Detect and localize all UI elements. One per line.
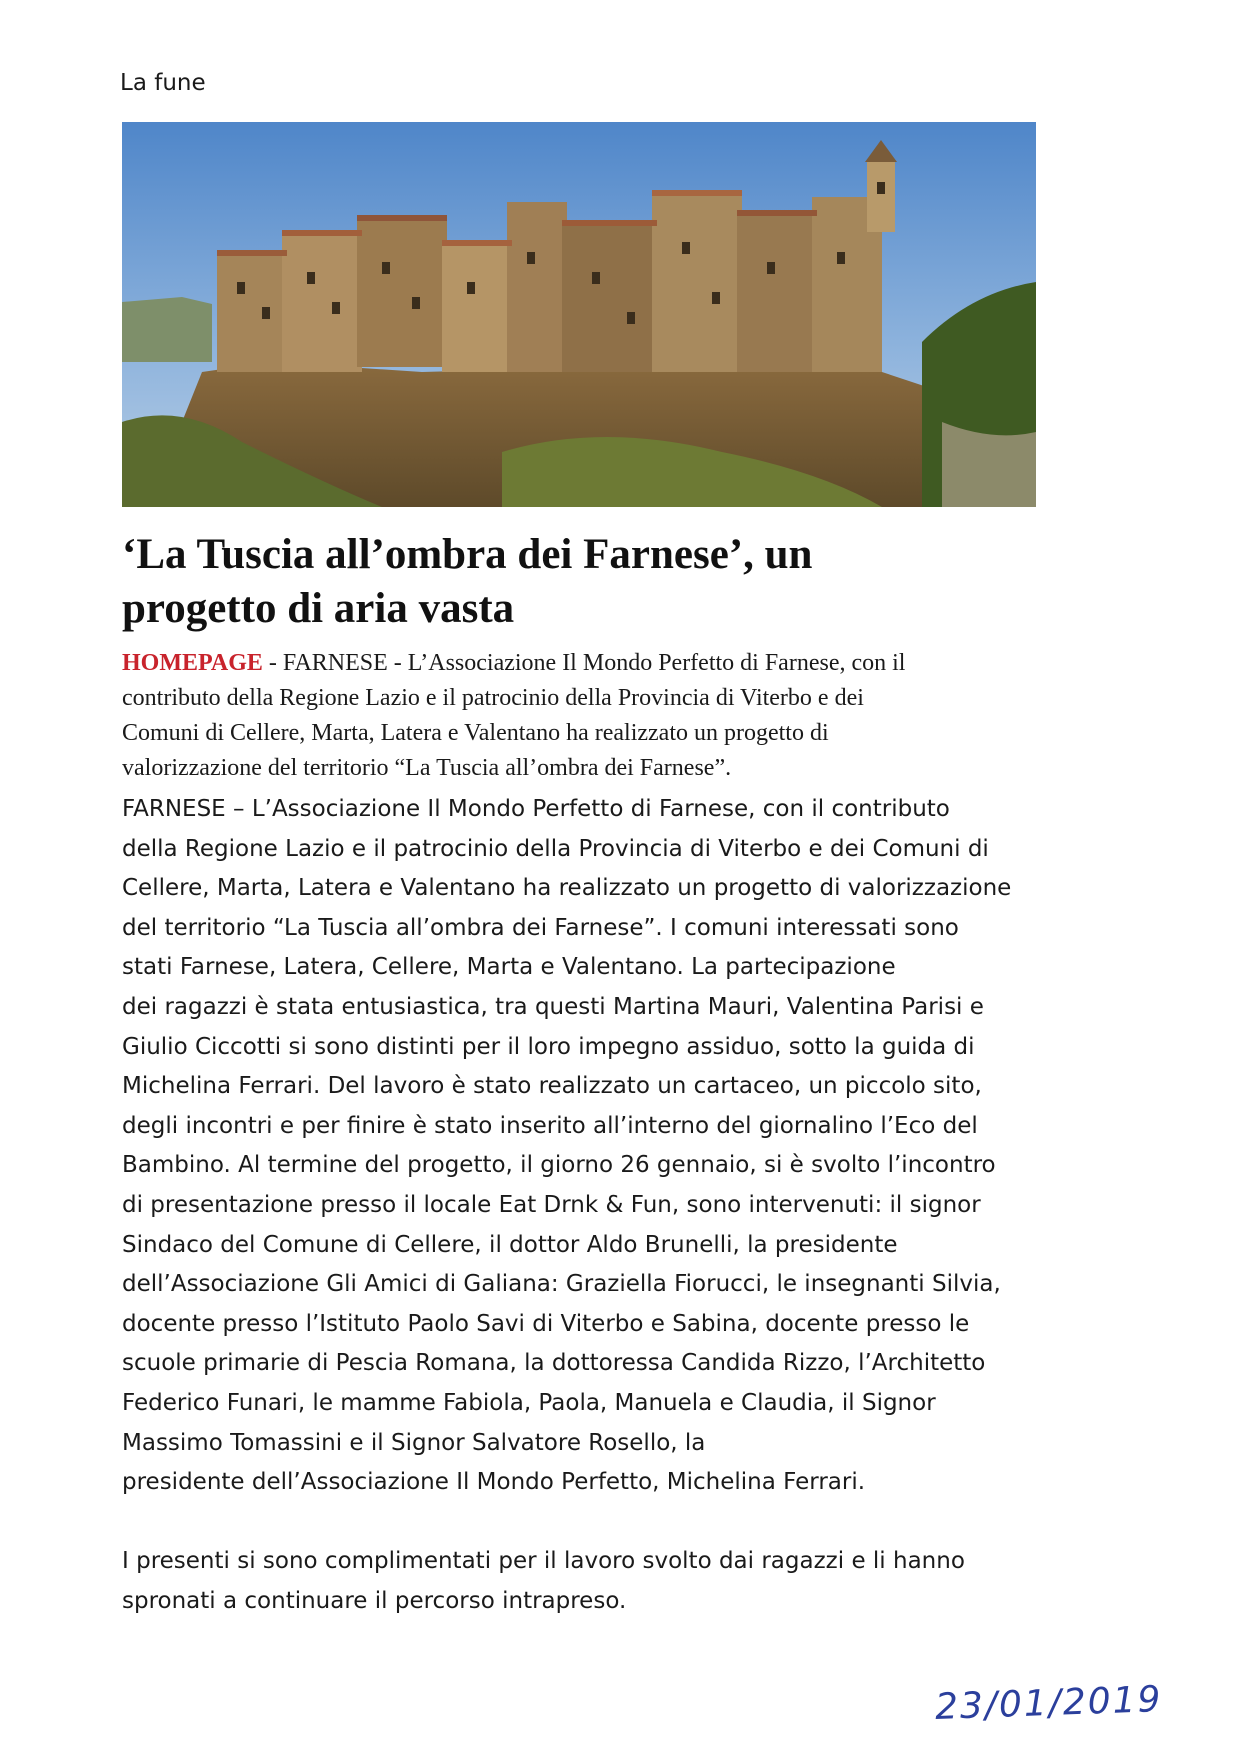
article-lead	[122, 646, 1122, 786]
body-line: Bambino. Al termine del progetto, il giorno 26 gennaio, si è svolto l’incontro	[122, 1152, 996, 1179]
body-line: Cellere, Marta, Latera e Valentano ha realizzato un progetto di valorizzazione	[122, 875, 1012, 902]
article-title-line: ‘La Tuscia all’ombra dei Farnese’, un	[122, 531, 813, 578]
body-line: Giulio Ciccotti si sono distinti per il loro impegno assiduo, sotto la guida di	[122, 1033, 975, 1060]
section-link[interactable]: HOMEPAGE	[122, 650, 263, 676]
body-line: Federico Funari, le mamme Fabiola, Paola, Manuela e Claudia, il Signor	[122, 1389, 936, 1416]
page-label: La fune	[120, 70, 206, 96]
lead-text: valorizzazione del territorio “La Tuscia all’ombra dei Farnese”.	[122, 755, 732, 781]
body-line: stati Farnese, Latera, Cellere, Marta e Valentano. La partecipazione	[122, 954, 896, 981]
body-line: degli incontri e per finire è stato inserito all’interno del giornalino l’Eco del	[122, 1112, 978, 1139]
body-line: docente presso l’Istituto Paolo Savi di Viterbo e Sabina, docente presso le	[122, 1310, 970, 1337]
body-line: Sindaco del Comune di Cellere, il dottor Aldo Brunelli, la presidente	[122, 1231, 898, 1258]
article-photo	[122, 122, 1036, 507]
closing-line: spronati a continuare il percorso intrapreso.	[122, 1587, 627, 1614]
body-line: dell’Associazione Gli Amici di Galiana: Graziella Fiorucci, le insegnanti Silvia,	[122, 1271, 1001, 1298]
body-line: della Regione Lazio e il patrocinio della Provincia di Viterbo e dei Comuni di	[122, 835, 989, 862]
body-line: Massimo Tomassini e il Signor Salvatore Rosello, la	[122, 1429, 706, 1456]
body-line: FARNESE – L’Associazione Il Mondo Perfetto di Farnese, con il contributo	[122, 796, 950, 822]
article-closing	[122, 1542, 1122, 1621]
body-line: scuole primarie di Pescia Romana, la dottoressa Candida Rizzo, l’Architetto	[122, 1350, 986, 1377]
lead-text: - FARNESE - L’Associazione Il Mondo Perfetto di Farnese, con il	[262, 650, 906, 676]
body-line: di presentazione presso il locale Eat Drnk & Fun, sono intervenuti: il signor	[122, 1191, 981, 1218]
article-title	[122, 528, 1122, 636]
lead-text: contributo della Regione Lazio e il patrocinio della Provincia di Viterbo e dei	[122, 685, 864, 711]
handwritten-date: 23/01/2019	[934, 1679, 1164, 1728]
article-title-line: progetto di aria vasta	[122, 585, 515, 632]
body-line: Michelina Ferrari. Del lavoro è stato realizzato un cartaceo, un piccolo sito,	[122, 1073, 982, 1100]
body-line: dei ragazzi è stata entusiastica, tra questi Martina Mauri, Valentina Parisi e	[122, 993, 984, 1020]
body-line: presidente dell’Associazione Il Mondo Perfetto, Michelina Ferrari.	[122, 1469, 866, 1496]
article-body	[122, 790, 1122, 1503]
lead-text: Comuni di Cellere, Marta, Latera e Valentano ha realizzato un progetto di	[122, 720, 829, 746]
closing-line: I presenti si sono complimentati per il lavoro svolto dai ragazzi e li hanno	[122, 1548, 965, 1574]
body-line: del territorio “La Tuscia all’ombra dei Farnese”. I comuni interessati sono	[122, 914, 959, 941]
